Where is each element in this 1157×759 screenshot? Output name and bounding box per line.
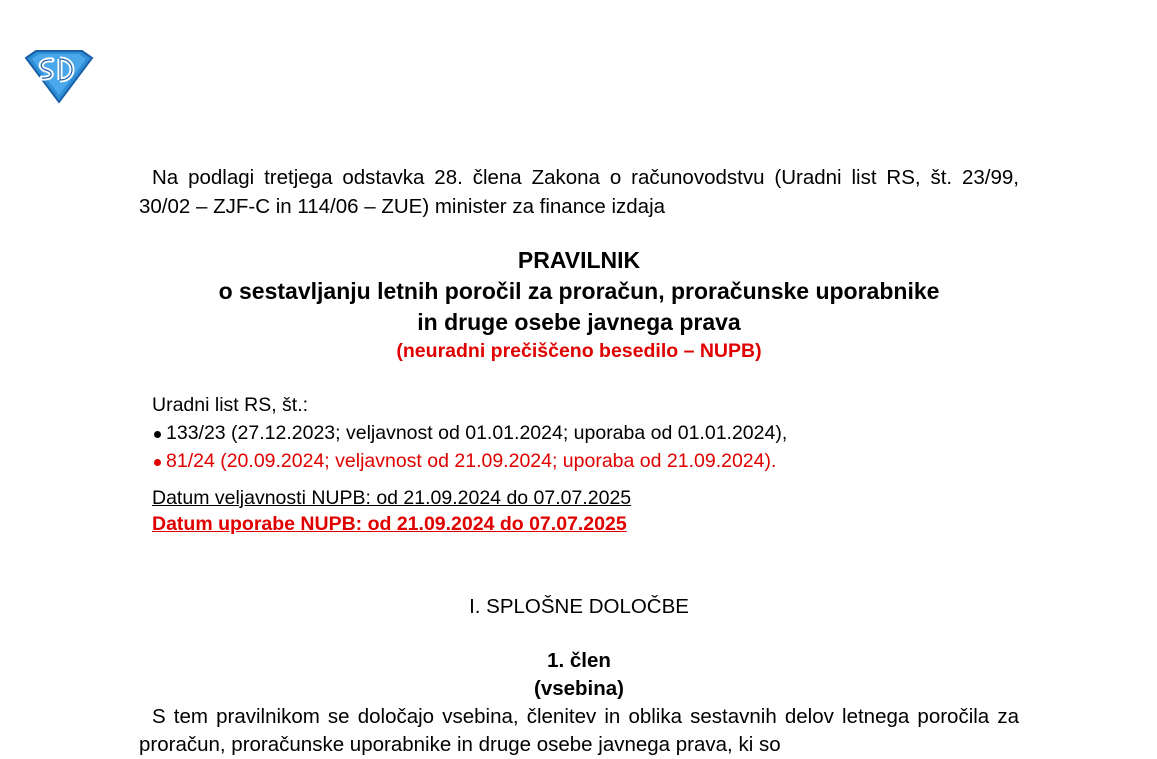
gazette-label: Uradni list RS, št.: — [152, 394, 309, 416]
application-date: Datum uporabe NUPB: od 21.09.2024 do 07.07.2025 — [152, 513, 627, 535]
gazette-item — [152, 447, 1019, 475]
gazette-item-text: 81/24 (20.09.2024; veljavnost od 21.09.2024; uporaba od 21.09.2024). — [166, 450, 777, 472]
document-title: PRAVILNIK — [517, 247, 641, 273]
bullet-icon — [154, 459, 161, 466]
gazette-references — [139, 391, 1019, 475]
article-heading — [139, 647, 1019, 703]
document-subtitle-line-2: in druge osebe javnega prava — [417, 309, 741, 335]
sd-logo-icon — [22, 48, 96, 104]
document-page — [139, 163, 1019, 759]
gazette-item — [152, 419, 1019, 447]
title-block — [139, 245, 1019, 365]
article-number: 1. člen — [547, 649, 611, 672]
nupb-dates — [139, 485, 1019, 537]
article-text: S tem pravilnikom se določajo vsebina, členitev in oblika sestavnih delov letnega poročila za proračun, proračunske uporabnike in druge osebe javnega prava, ki so — [139, 705, 1019, 756]
gazette-item-text: 133/23 (27.12.2023; veljavnost od 01.01.2024; uporaba od 01.01.2024), — [166, 422, 788, 444]
document-note: (neuradni prečiščeno besedilo – NUPB) — [396, 340, 762, 362]
validity-date: Datum veljavnosti NUPB: od 21.09.2024 do 07.07.2025 — [152, 487, 632, 509]
bullet-icon — [154, 431, 161, 438]
section-heading: I. SPLOŠNE DOLOČBE — [469, 595, 689, 618]
intro-paragraph: Na podlagi tretjega odstavka 28. člena Zakona o računovodstvu (Uradni list RS, št. 23/99, 30/02 – ZJF-C in 114/06 – ZUE) minister za finance izdaja — [139, 166, 1019, 218]
document-subtitle-line-1: o sestavljanju letnih poročil za proračun, proračunske uporabnike — [218, 278, 940, 304]
article-subject: (vsebina) — [534, 677, 624, 700]
